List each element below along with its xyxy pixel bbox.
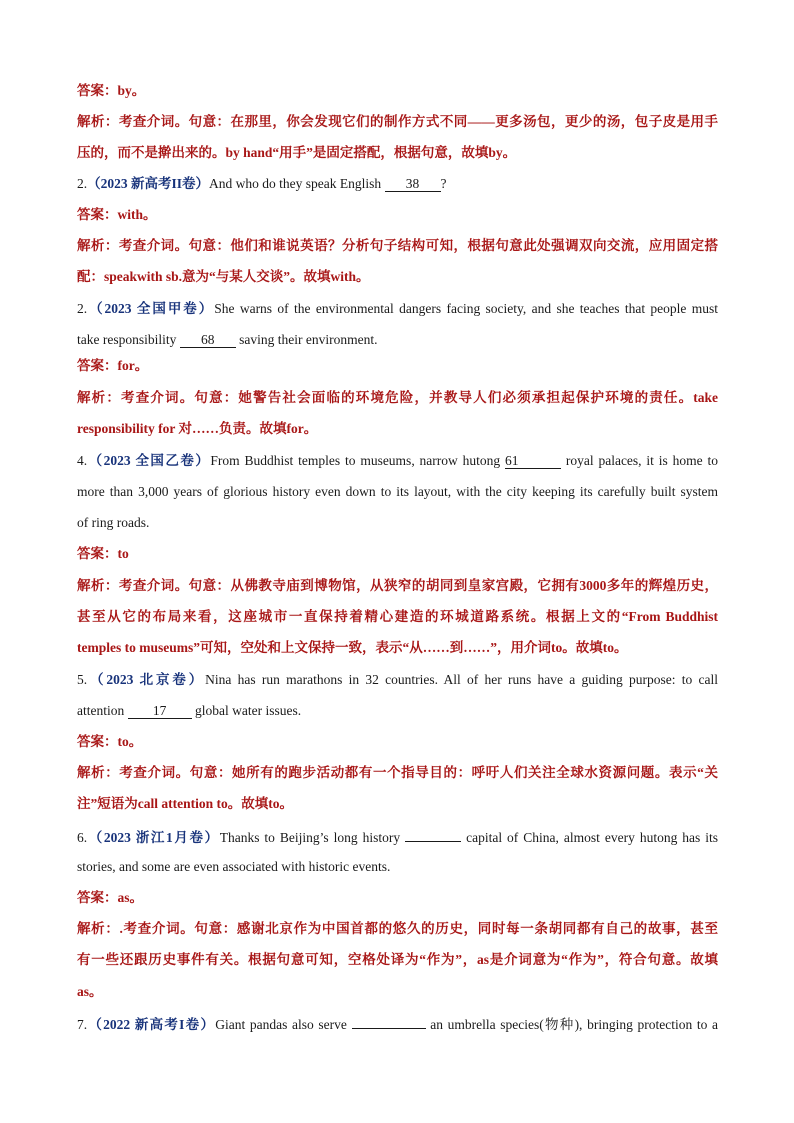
question-text: Nina has run marathons in 32 countries. All of her runs have a guiding purpose: to call bbox=[205, 672, 718, 687]
analysis-line bbox=[77, 982, 718, 1002]
analysis-text: 压的，而不是擀出来的。by hand“用手”是固定搭配，根据句意，故填by。 bbox=[77, 145, 517, 160]
question-line bbox=[77, 174, 718, 194]
question-line bbox=[77, 857, 718, 877]
answer-line bbox=[77, 544, 718, 564]
answer-text: to bbox=[117, 546, 129, 561]
question-source: （2023 全国甲卷） bbox=[87, 301, 215, 316]
analysis-line bbox=[77, 950, 718, 970]
analysis-line bbox=[77, 419, 718, 439]
analysis-text: 配：speakwith sb.意为“与某人交谈”。故填with。 bbox=[77, 269, 370, 284]
analysis-text: .考查介词。句意：感谢北京作为中国首都的悠久的历史，同时每一条胡同都有自己的故事，甚至 bbox=[119, 921, 719, 936]
analysis-line bbox=[77, 794, 718, 814]
question-source: （2023 北京卷） bbox=[87, 672, 206, 687]
analysis-label: 解析： bbox=[77, 578, 119, 593]
answer-label: 答案： bbox=[77, 207, 118, 222]
analysis-line bbox=[77, 576, 718, 596]
question-text: Thanks to Beijing’s long history bbox=[219, 830, 401, 845]
question-source: （2023 浙江1月卷） bbox=[87, 830, 220, 845]
question-text: of ring roads. bbox=[77, 515, 150, 530]
question-text: And who do they speak English bbox=[209, 176, 382, 191]
analysis-text: temples to museums”可知，空处和上文保持一致，表示“从……到……”，用介词to。故填to。 bbox=[77, 640, 628, 655]
answer-label: 答案： bbox=[77, 358, 118, 373]
blank bbox=[405, 826, 461, 842]
analysis-text: 注”短语为call attention to。故填to。 bbox=[77, 796, 293, 811]
question-line bbox=[77, 482, 718, 502]
answer-label: 答案： bbox=[77, 890, 118, 905]
analysis-text: 考查介词。句意：在那里，你会发现它们的制作方式不同——更多汤包，更少的汤，包子皮是用手 bbox=[118, 114, 719, 129]
question-line bbox=[77, 513, 718, 533]
answer-text: by。 bbox=[117, 83, 146, 98]
blank: 38 bbox=[385, 176, 441, 192]
answer-label: 答案： bbox=[77, 546, 118, 561]
analysis-text: 考查介词。句意：她所有的跑步活动都有一个指导目的：呼吁人们关注全球水资源问题。表示“关 bbox=[119, 765, 719, 780]
question-text: global water issues. bbox=[195, 703, 302, 718]
question-line bbox=[77, 701, 718, 721]
question-text: take responsibility bbox=[77, 332, 177, 347]
analysis-line bbox=[77, 919, 718, 939]
blank: 17 bbox=[128, 703, 192, 719]
question-text: stories, and some are even associated with historic events. bbox=[77, 859, 391, 874]
question-text: more than 3,000 years of glorious history even down to its layout, with the city keeping its carefully built system bbox=[77, 484, 718, 499]
answer-text: for。 bbox=[117, 358, 149, 373]
analysis-label: 解析： bbox=[77, 114, 119, 129]
question-text: ? bbox=[440, 176, 447, 191]
blank: 61 bbox=[505, 453, 561, 469]
answer-text: with。 bbox=[117, 207, 157, 222]
analysis-line bbox=[77, 763, 718, 783]
analysis-line bbox=[77, 112, 718, 132]
analysis-label: 解析： bbox=[77, 921, 120, 936]
analysis-label: 解析： bbox=[77, 238, 119, 253]
analysis-line bbox=[77, 267, 718, 287]
analysis-text: as。 bbox=[77, 984, 103, 999]
answer-text: to。 bbox=[117, 734, 143, 749]
question-source: （2022 新高考I卷） bbox=[87, 1017, 216, 1032]
question-text: royal palaces, it is home to bbox=[565, 453, 718, 468]
analysis-line bbox=[77, 388, 718, 408]
question-line bbox=[77, 451, 718, 471]
question-line bbox=[77, 330, 718, 350]
analysis-label: 解析： bbox=[77, 765, 120, 780]
analysis-line bbox=[77, 236, 718, 256]
blank: 68 bbox=[180, 332, 236, 348]
question-text: Giant pandas also serve bbox=[215, 1017, 347, 1032]
answer-line bbox=[77, 356, 718, 376]
question-source: （2023 全国乙卷） bbox=[87, 453, 211, 468]
analysis-text: 考查介词。句意：他们和谁说英语？分析句子结构可知，根据句意此处强调双向交流，应用固定搭 bbox=[118, 238, 719, 253]
answer-line bbox=[77, 81, 718, 101]
question-number: 4. bbox=[77, 453, 88, 468]
question-line bbox=[77, 826, 718, 846]
analysis-line bbox=[77, 143, 718, 163]
answer-line bbox=[77, 732, 718, 752]
answer-label: 答案： bbox=[77, 83, 118, 98]
blank bbox=[352, 1013, 426, 1029]
question-number: 7. bbox=[77, 1017, 88, 1032]
question-text: From Buddhist temples to museums, narrow hutong bbox=[210, 453, 501, 468]
answer-text: as。 bbox=[117, 890, 144, 905]
analysis-label: 解析： bbox=[77, 390, 122, 405]
question-text: an umbrella species(物种), bringing protection to a bbox=[430, 1017, 719, 1032]
question-text: saving their environment. bbox=[239, 332, 378, 347]
analysis-line bbox=[77, 607, 718, 627]
question-text: attention bbox=[77, 703, 125, 718]
question-line bbox=[77, 1013, 718, 1033]
analysis-text: responsibility for 对……负责。故填for。 bbox=[77, 421, 318, 436]
analysis-text: 甚至从它的布局来看，这座城市一直保持着精心建造的环城道路系统。根据上文的“From Buddhist bbox=[77, 609, 718, 624]
question-text: She warns of the environmental dangers facing society, and she teaches that people must bbox=[214, 301, 719, 316]
analysis-text: 有一些还跟历史事件有关。根据句意可知，空格处译为“作为”，as是介词意为“作为”，符合句意。故填 bbox=[77, 952, 718, 967]
answer-line bbox=[77, 205, 718, 225]
question-number: 2. bbox=[77, 301, 88, 316]
question-source: （2023 新高考II卷） bbox=[87, 176, 210, 191]
question-number: 6. bbox=[77, 830, 88, 845]
question-number: 2. bbox=[77, 176, 88, 191]
analysis-text: 考查介词。句意：从佛教寺庙到博物馆，从狭窄的胡同到皇家宫殿，它拥有3000多年的辉煌历史， bbox=[118, 578, 719, 593]
question-number: 5. bbox=[77, 672, 88, 687]
analysis-line bbox=[77, 638, 718, 658]
analysis-text: 考查介词。句意：她警告社会面临的环境危险，并教导人们必须承担起保护环境的责任。take bbox=[121, 390, 719, 405]
question-line bbox=[77, 299, 718, 319]
answer-line bbox=[77, 888, 718, 908]
question-line bbox=[77, 670, 718, 690]
answer-label: 答案： bbox=[77, 734, 118, 749]
question-text: capital of China, almost every hutong has its bbox=[466, 830, 719, 845]
